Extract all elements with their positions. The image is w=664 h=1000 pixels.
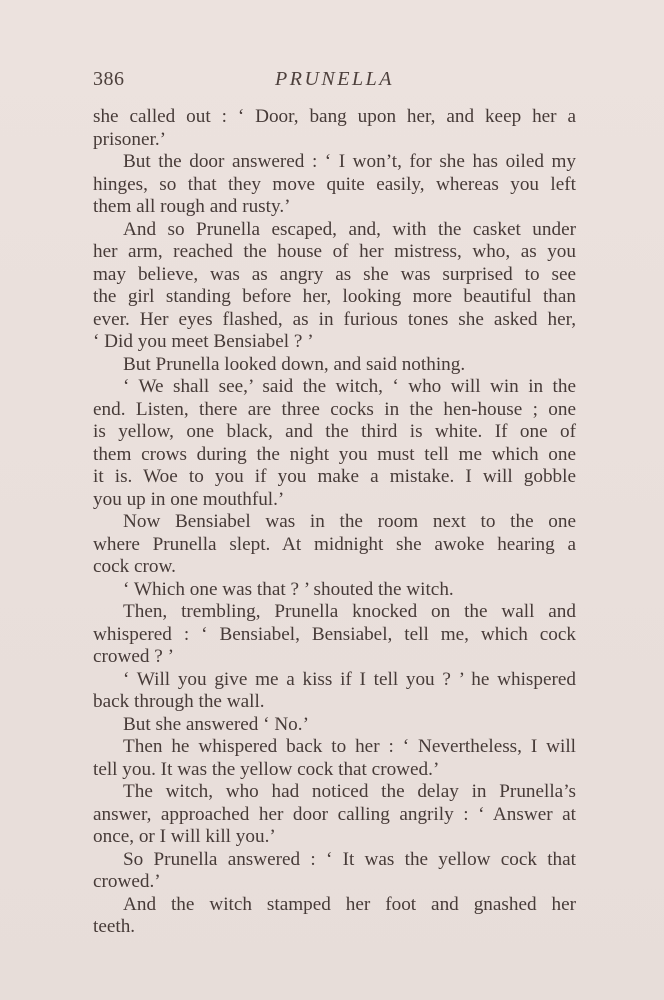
page-header: [93, 68, 576, 96]
text-line: prisoner.’: [93, 128, 167, 150]
text-line: teeth.: [93, 916, 136, 937]
text-line: hinges, so that they move quite easily, whereas you left: [93, 173, 576, 195]
running-title: PRUNELLA: [275, 68, 394, 90]
text-line: crowed ? ’: [93, 646, 174, 667]
text-line: cock crow.: [93, 556, 176, 577]
body-text: [93, 106, 576, 939]
text-line: whispered : ‘ Bensiabel, Bensiabel, tell me, which cock: [93, 623, 576, 645]
text-line: ‘ Will you give me a kiss if I tell you ? ’ he whispered: [123, 668, 576, 690]
page-number: 386: [93, 68, 125, 90]
text-line: ‘ We shall see,’ said the witch, ‘ who will win in the: [123, 376, 576, 397]
text-line: tell you. It was the yellow cock that crowed.’: [93, 758, 440, 780]
text-line: back through the wall.: [93, 691, 265, 712]
text-line: you up in one mouthful.’: [93, 488, 285, 510]
text-line: answer, approached her door calling angrily : ‘ Answer at: [93, 803, 576, 825]
text-line: ever. Her eyes flashed, as in furious tones she asked her,: [93, 308, 576, 330]
text-line: But the door answered : ‘ I won’t, for she has oiled my: [123, 151, 576, 172]
text-line: may believe, was as angry as she was surprised to see: [93, 263, 576, 285]
text-line: them all rough and rusty.’: [93, 196, 291, 217]
text-line: ‘ Did you meet Bensiabel ? ’: [93, 331, 314, 352]
text-line: is yellow, one black, and the third is white. If one of: [93, 421, 576, 442]
text-line: her arm, reached the house of her mistress, who, as you: [93, 241, 576, 262]
text-line: And the witch stamped her foot and gnashed her: [123, 893, 576, 915]
text-line: Now Bensiabel was in the room next to the one: [123, 511, 576, 532]
text-line: the girl standing before her, looking more beautiful than: [93, 286, 576, 307]
text-line: But she answered ‘ No.’: [123, 713, 309, 735]
text-line: And so Prunella escaped, and, with the casket under: [123, 218, 576, 240]
text-line: once, or I will kill you.’: [93, 826, 276, 847]
text-line: Then he whispered back to her : ‘ Nevertheless, I will: [123, 736, 576, 757]
text-line: it is. Woe to you if you make a mistake. I will gobble: [93, 466, 576, 487]
text-line: them crows during the night you must tell me which one: [93, 443, 576, 465]
text-line: Then, trembling, Prunella knocked on the wall and: [123, 601, 576, 622]
text-line: she called out : ‘ Door, bang upon her, and keep her a: [93, 106, 576, 127]
text-line: end. Listen, there are three cocks in the hen-house ; one: [93, 398, 576, 420]
text-line: crowed.’: [93, 871, 161, 892]
text-line: The witch, who had noticed the delay in Prunella’s: [123, 781, 576, 802]
text-line: So Prunella answered : ‘ It was the yellow cock that: [123, 848, 576, 870]
text-line: where Prunella slept. At midnight she awoke hearing a: [93, 533, 576, 555]
text-line: But Prunella looked down, and said nothing.: [123, 353, 466, 375]
text-line: ‘ Which one was that ? ’ shouted the witch.: [123, 578, 454, 600]
